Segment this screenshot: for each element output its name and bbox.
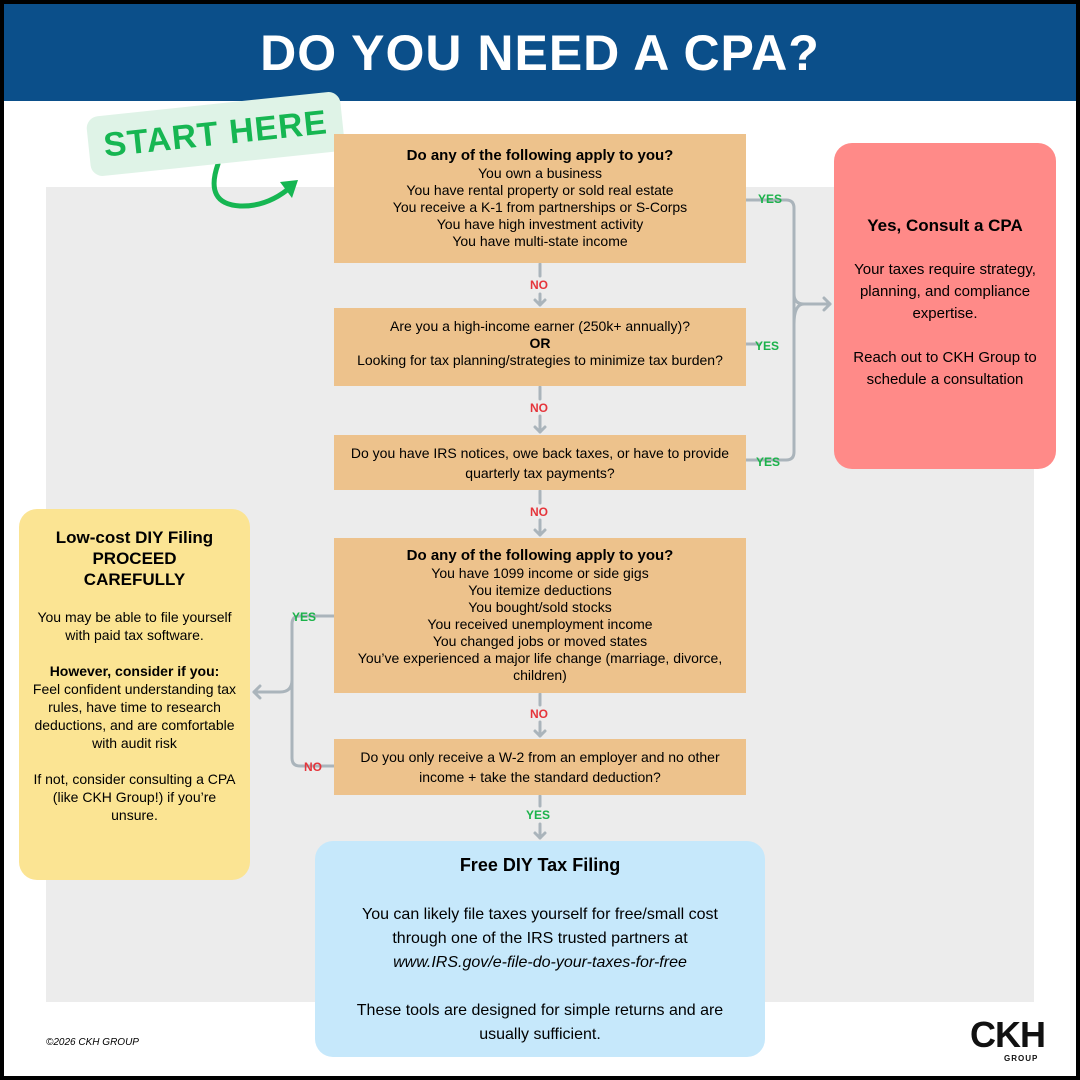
question-2-line-1: Are you a high-income earner (250k+ annually)? bbox=[389, 318, 690, 334]
question-5-text: Do you only receive a W-2 from an employer and no other income + take the standard deduction? bbox=[360, 749, 720, 785]
question-4-heading: Do any of the following apply to you? bbox=[406, 547, 674, 564]
question-box-5 bbox=[334, 739, 746, 795]
bracket-left-lower bbox=[292, 680, 334, 766]
question-1-heading: Do any of the following apply to you? bbox=[406, 147, 674, 164]
low-cost-consider-heading: However, consider if you: bbox=[49, 663, 220, 679]
bracket-yes-lower bbox=[746, 294, 794, 460]
outcome-free-diy bbox=[315, 841, 765, 1057]
question-1-item: You have rental property or sold real estate bbox=[406, 182, 674, 198]
question-4-item: You have 1099 income or side gigs bbox=[431, 565, 649, 581]
question-1-item: You have multi-state income bbox=[452, 233, 628, 249]
question-4-item: You changed jobs or moved states bbox=[432, 633, 648, 649]
question-2-or: OR bbox=[529, 335, 551, 351]
label-yes-q3: YES bbox=[756, 455, 781, 469]
label-no-q4: NO bbox=[530, 707, 548, 721]
question-1-item: You receive a K-1 from partnerships or S-Corps bbox=[392, 199, 688, 215]
label-yes-q5: YES bbox=[526, 808, 551, 822]
low-cost-title-line-3: CAREFULLY bbox=[83, 570, 186, 589]
low-cost-text-1: You may be able to file yourself with paid tax software. bbox=[37, 609, 232, 643]
consult-text-1: Your taxes require strategy, planning, and compliance expertise. bbox=[854, 261, 1036, 322]
question-box-1 bbox=[334, 134, 746, 263]
question-box-3 bbox=[334, 435, 746, 490]
question-2-line-2: Looking for tax planning/strategies to minimize tax burden? bbox=[357, 352, 723, 368]
label-no-q2: NO bbox=[530, 401, 548, 415]
free-title: Free DIY Tax Filing bbox=[459, 855, 621, 875]
copyright-text: ©2026 CKH GROUP bbox=[46, 1037, 139, 1048]
question-4-item: You’ve experienced a major life change (marriage, divorce, children) bbox=[357, 650, 723, 683]
question-box-2 bbox=[334, 308, 746, 386]
low-cost-title-line-2: PROCEED bbox=[92, 549, 177, 568]
question-3-text: Do you have IRS notices, owe back taxes, or have to provide quarterly tax payments? bbox=[350, 445, 730, 481]
start-here-label: START HERE bbox=[101, 102, 330, 165]
infographic bbox=[4, 4, 1076, 1076]
low-cost-title-line-1: Low-cost DIY Filing bbox=[55, 528, 214, 547]
question-1-item: You own a business bbox=[477, 165, 603, 181]
label-yes-q2: YES bbox=[755, 339, 780, 353]
bracket-yes-upper bbox=[746, 200, 830, 304]
consult-title: Yes, Consult a CPA bbox=[867, 216, 1023, 235]
question-1-item: You have high investment activity bbox=[436, 216, 644, 232]
logo-subtext: GROUP bbox=[1004, 1054, 1039, 1063]
ckh-group-logo bbox=[970, 1014, 1060, 1062]
label-no-q5: NO bbox=[304, 760, 322, 774]
free-text-2: These tools are designed for simple returns and are usually sufficient. bbox=[356, 1002, 724, 1043]
question-4-item: You received unemployment income bbox=[427, 616, 653, 632]
question-4-item: You bought/sold stocks bbox=[468, 599, 612, 615]
low-cost-text-3: If not, consider consulting a CPA (like CKH Group!) if you’re unsure. bbox=[33, 771, 236, 823]
bracket-left-upper bbox=[254, 616, 334, 692]
low-cost-title bbox=[31, 527, 238, 590]
label-yes-q4: YES bbox=[292, 610, 317, 624]
outcome-consult-cpa bbox=[834, 143, 1056, 469]
label-yes-q1: YES bbox=[758, 192, 783, 206]
logo-wordmark: CKH bbox=[970, 1014, 1045, 1055]
irs-url-link[interactable]: www.IRS.gov/e-file-do-your-taxes-for-free bbox=[393, 954, 687, 971]
label-no-q1: NO bbox=[530, 278, 548, 292]
page-title: DO YOU NEED A CPA? bbox=[260, 24, 820, 81]
low-cost-consider-text: Feel confident understanding tax rules, have time to research deductions, and are comfortable with audit risk bbox=[32, 681, 237, 751]
question-box-4 bbox=[334, 538, 746, 693]
start-arrow-icon bbox=[214, 164, 298, 206]
consult-text-2: Reach out to CKH Group to schedule a consultation bbox=[853, 349, 1037, 388]
outcome-low-cost-diy bbox=[19, 509, 250, 880]
free-text-1: You can likely file taxes yourself for free/small cost through one of the IRS trusted partners at bbox=[361, 906, 718, 947]
question-4-item: You itemize deductions bbox=[468, 582, 612, 598]
label-no-q3: NO bbox=[530, 505, 548, 519]
